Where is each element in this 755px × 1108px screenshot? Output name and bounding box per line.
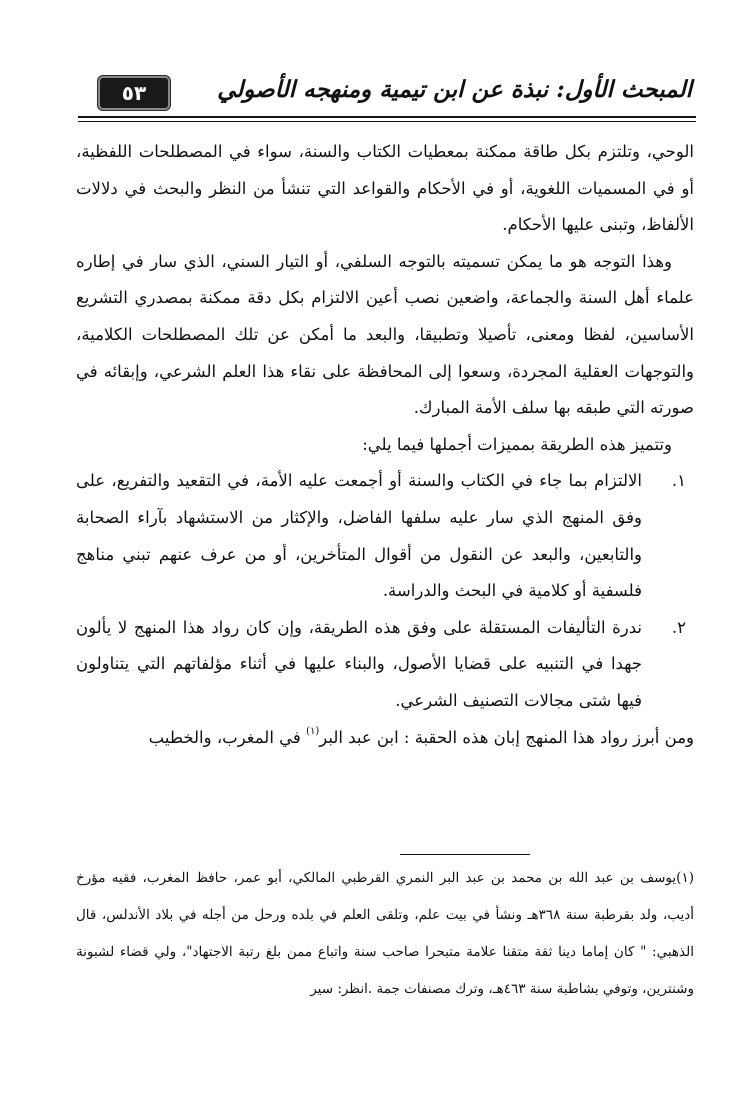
running-header (78, 74, 696, 118)
list-item-text: الالتزام بما جاء في الكتاب والسنة أو أجمعت عليه الأمة، في التقعيد والتفريع، على وفق المنهج الذي سار عليه سلفها الفاضل، والإكثار من الاستشهاد بآراء الصحابة والتابعين، والبعد عن النقول من أقوال المتأخرين، أو من عرف عنهم تبني مناهج فلسفية أو كلامية في البحث والدراسة. (76, 471, 642, 601)
list-number: ٢. (671, 617, 686, 637)
header-rule (78, 116, 696, 118)
chapter-title: المبحث الأول: نبذة عن ابن تيمية ومنهجه الأصولي (217, 76, 692, 103)
list-number: ١. (671, 471, 686, 491)
paragraph-pioneers (76, 720, 694, 757)
header-rule-thin (78, 121, 696, 122)
footnote-1: (١)يوسف بن عبد الله بن محمد بن عبد البر النمري القرطبي المالكي، أبو عمر، حافظ المغرب، فقيه مؤرخ أديب، ولد بقرطبة سنة ٣٦٨هـ ونشأ في بيت علم، وتلقى العلم في بلده ورحل من أجله في بلاد الأندلس، قال الذهبي: " كان إماما دينا ثقة متقنا علامة متبحرا صاحب سنة واتباع ممن بلغ رتبة الاجتهاد"، ولي قضاء لشبونة وشنترين، وتوفي بشاطبة سنة ٤٦٣هـ، وترك مصنفات جمة .انظر: سير (76, 870, 694, 997)
pioneers-text-end: في المغرب، والخطيب (148, 727, 307, 747)
list-item (76, 610, 694, 720)
footnote-marker[interactable]: (١) (306, 725, 320, 737)
page-number-badge (100, 78, 168, 108)
paragraph-continuation: الوحي، وتلتزم بكل طاقة ممكنة بمعطيات الكتاب والسنة، سواء في المصطلحات اللفظية، أو في المسميات اللغوية، أو في الأحكام والقواعد التي تنشأ من النظر والبحث في دلالات الألفاظ، وتبنى عليها الأحكام. (76, 142, 694, 235)
list-item (76, 463, 694, 609)
pioneers-text-start: ومن أبرز رواد هذا المنهج إبان هذه الحقبة : ابن عبد البر (319, 727, 694, 747)
paragraph-features-intro: وتتميز هذه الطريقة بمميزات أجملها فيما يلي: (362, 434, 672, 454)
page-number: ٥٣ (121, 81, 147, 105)
footnotes (76, 860, 694, 1008)
paragraph-salafi-approach: وهذا التوجه هو ما يمكن تسميته بالتوجه السلفي، أو التيار السني، الذي سار في إطاره علماء أهل السنة والجماعة، واضعين نصب أعين الالتزام بكل دقة ممكنة بمصدري التشريع الأساسين، لفظا ومعنى، تأصيلا وتطبيقا، والبعد ما أمكن عن تلك المصطلحات الكلامية، والتوجهات العقلية المجردة، وسعوا إلى المحافظة على نقاء هذا العلم الشرعي، وإبقائه في صورته التي طبقه بها سلف الأمة المبارك. (76, 251, 694, 418)
list-item-text: ندرة التأليفات المستقلة على وفق هذه الطريقة، وإن كان رواد هذا المنهج لا يألون جهدا في التنبيه على قضايا الأصول، والبناء عليها في أثناء مؤلفاتهم التي يتناولون فيها شتى مجالات التصنيف الشرعي. (76, 617, 642, 710)
body-text (76, 134, 694, 756)
footnote-separator (400, 854, 530, 855)
